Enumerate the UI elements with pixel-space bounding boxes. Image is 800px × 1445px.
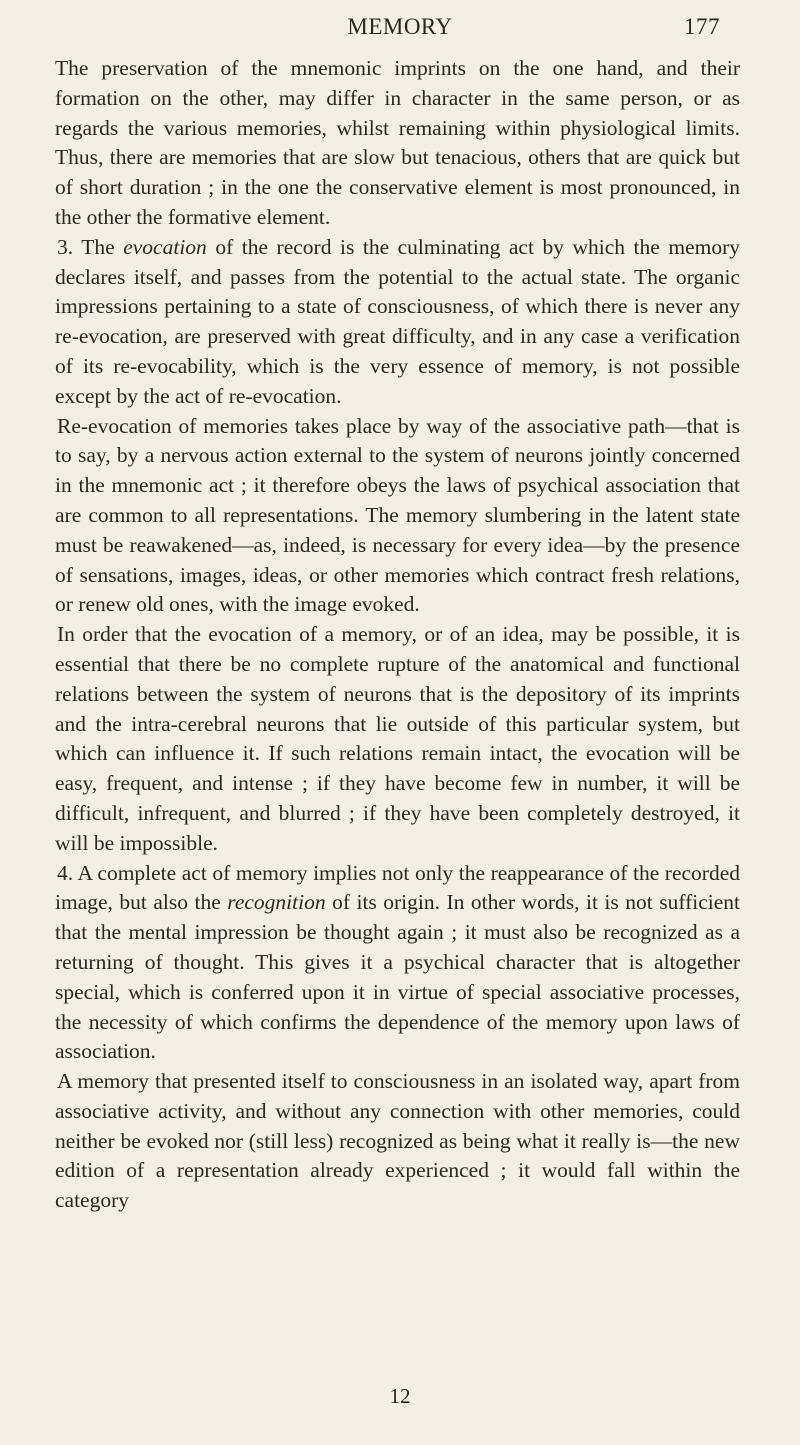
- body-text: [55, 54, 740, 1216]
- paragraph: Re-evocation of memories takes place by way of the associative path—that is to say, by a nervous action external to the system of neurons jointly concerned in the mnemonic act ; it therefore obeys the laws of psychical association that are common to all representations. The memory slumbering in the latent state must be reawakened—as, indeed, is necessary for every idea—by the presence of sensations, images, ideas, or other memories which contract fresh relations, or renew old ones, with the image evoked.: [55, 413, 740, 617]
- paragraph: 4. A complete act of memory implies not only the reappearance of the recorded image, but also the recognition of its origin. In other words, it is not sufficient that the mental impression be thought again ; it must also be recognized as a returning of thought. This gives it a psychical character that is altogether special, which is conferred upon it in virtue of special associative processes, the necessity of which confirms the dependence of the memory upon laws of association.: [55, 860, 740, 1064]
- emphasis: recognition: [227, 890, 326, 915]
- page-header: [60, 8, 740, 48]
- paragraph: The preservation of the mnemonic imprints on the one hand, and their formation on the other, may differ in character in the same person, or as regards the various memories, whilst remaining within physiological limits. Thus, there are memories that are slow but tenacious, others that are quick but of short duration ; in the one the conservative element is most pronounced, in the other the formative element.: [55, 56, 740, 229]
- emphasis: evocation: [123, 234, 207, 259]
- page-number: 177: [684, 14, 720, 39]
- paragraph: 3. The evocation of the record is the culminating act by which the memory declares itself, and passes from the potential to the actual state. The organic impressions pertaining to a state of consciousness, of which there is never any re-evocation, are preserved with great difficulty, and in any case a verification of its re-evocability, which is the very essence of memory, is not possible except by the act of re-evocation.: [55, 234, 740, 408]
- paragraph: In order that the evocation of a memory, or of an idea, may be possible, it is essential that there be no complete rupture of the anatomical and functional relations between the system of neurons that is the depository of its imprints and the intra-cerebral neurons that lie outside of this particular system, but which can influence it. If such relations remain intact, the evocation will be easy, frequent, and intense ; if they have become few in number, it will be difficult, infrequent, and blurred ; if they have been completely destroyed, it will be impossible.: [55, 622, 740, 855]
- signature-mark: 12: [389, 1384, 411, 1408]
- running-head: MEMORY: [347, 14, 453, 39]
- paragraph: A memory that presented itself to consciousness in an isolated way, apart from associative activity, and without any connection with other memories, could neither be evoked nor (still less) recognized as being what it really is—the new edition of a representation already experienced ; it would fall within the category: [55, 1069, 740, 1213]
